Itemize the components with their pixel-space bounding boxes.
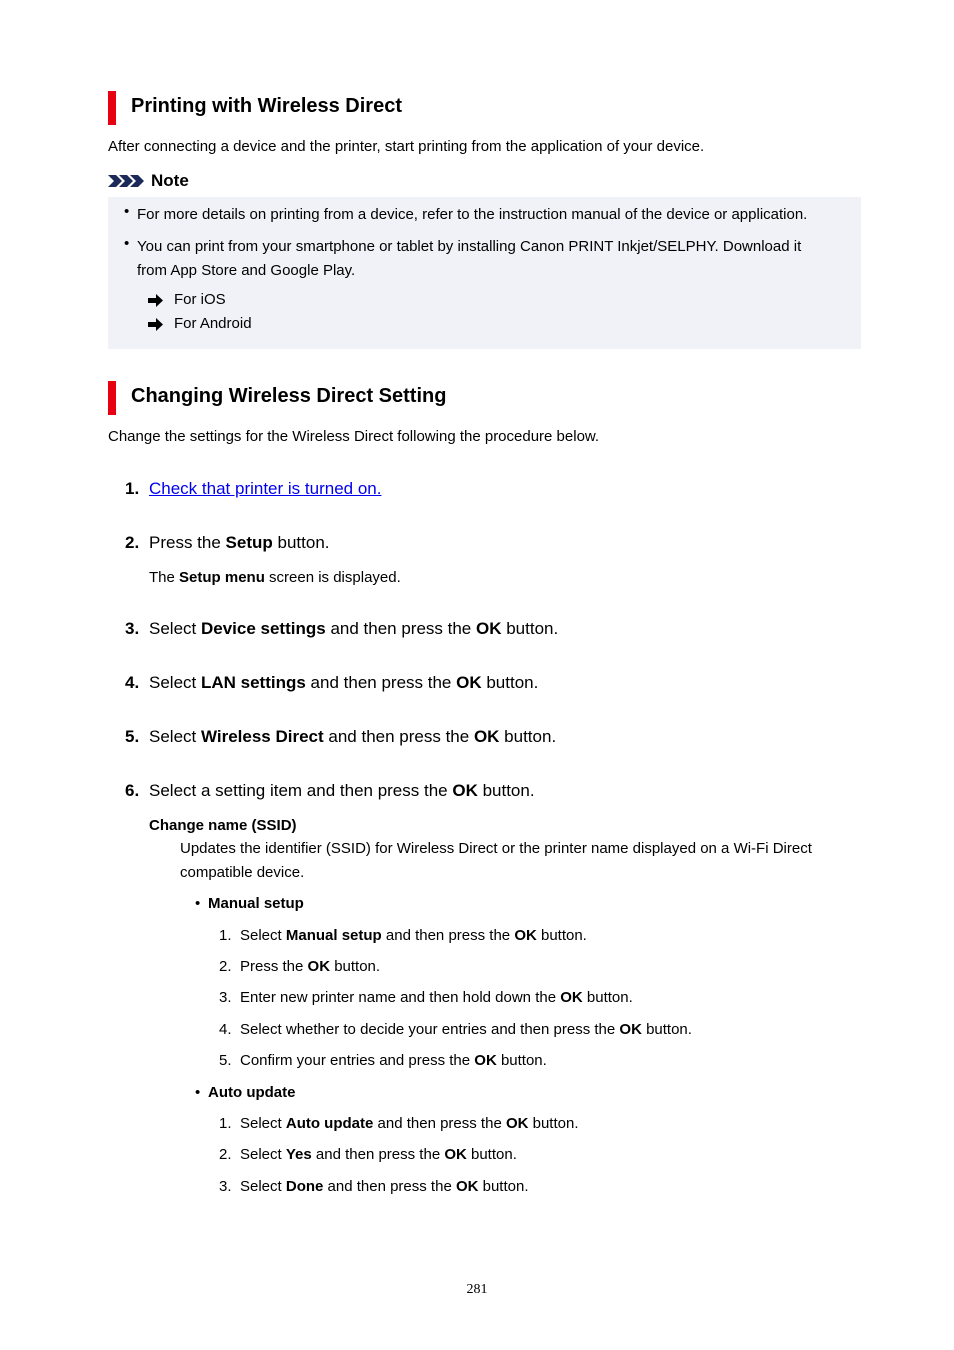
- section-intro: After connecting a device and the printer, start printing from the application of your device.: [108, 138, 705, 155]
- note-title: Note: [151, 171, 189, 190]
- heading-accent-bar: [108, 91, 116, 125]
- bullet-dot: •: [195, 1084, 201, 1101]
- change-name-desc: compatible device.: [180, 864, 305, 881]
- step-text: Select LAN settings and then press the OK button.: [149, 673, 539, 692]
- bullet-dot: •: [124, 203, 130, 220]
- step-number: 4.: [125, 673, 140, 692]
- manual-setup-title: Manual setup: [208, 895, 304, 912]
- note-bullet-text: from App Store and Google Play.: [137, 262, 356, 279]
- note-bullet-text: You can print from your smartphone or tablet by installing Canon PRINT Inkjet/SELPHY. Download it: [137, 238, 802, 255]
- step-text: Select a setting item and then press the OK button.: [149, 781, 535, 800]
- step-2-note: The Setup menu screen is displayed.: [149, 569, 401, 586]
- arrow-right-icon: [148, 294, 164, 307]
- check-printer-on-link[interactable]: Check that printer is turned on.: [149, 479, 382, 498]
- step-number: 2.: [125, 533, 140, 552]
- bullet-dot: •: [195, 895, 201, 912]
- change-name-desc: Updates the identifier (SSID) for Wireless Direct or the printer name displayed on a Wi-Fi Direct: [180, 840, 812, 857]
- section-title: Printing with Wireless Direct: [131, 95, 402, 117]
- link-label[interactable]: For Android: [174, 315, 252, 332]
- step-text: Select Device settings and then press the OK button.: [149, 619, 559, 638]
- step-text: Select Wireless Direct and then press the OK button.: [149, 727, 557, 746]
- heading-accent-bar: [108, 381, 116, 415]
- change-name-title: Change name (SSID): [149, 817, 297, 834]
- page-number: 281: [466, 1282, 488, 1297]
- note-bullet-text: For more details on printing from a device, refer to the instruction manual of the device or application.: [137, 206, 808, 223]
- note-icon: [108, 172, 148, 190]
- step-number: 3.: [125, 619, 140, 638]
- step-text: Press the Setup button.: [149, 533, 330, 552]
- auto-update-title: Auto update: [208, 1084, 296, 1101]
- step-number: 5.: [125, 727, 140, 746]
- link-label[interactable]: For iOS: [174, 291, 226, 308]
- step-number: 1.: [125, 479, 140, 498]
- bullet-dot: •: [124, 235, 130, 252]
- section-intro: Change the settings for the Wireless Direct following the procedure below.: [108, 428, 600, 445]
- step-number: 6.: [125, 781, 140, 800]
- section-title: Changing Wireless Direct Setting: [131, 385, 447, 407]
- arrow-right-icon: [148, 318, 164, 331]
